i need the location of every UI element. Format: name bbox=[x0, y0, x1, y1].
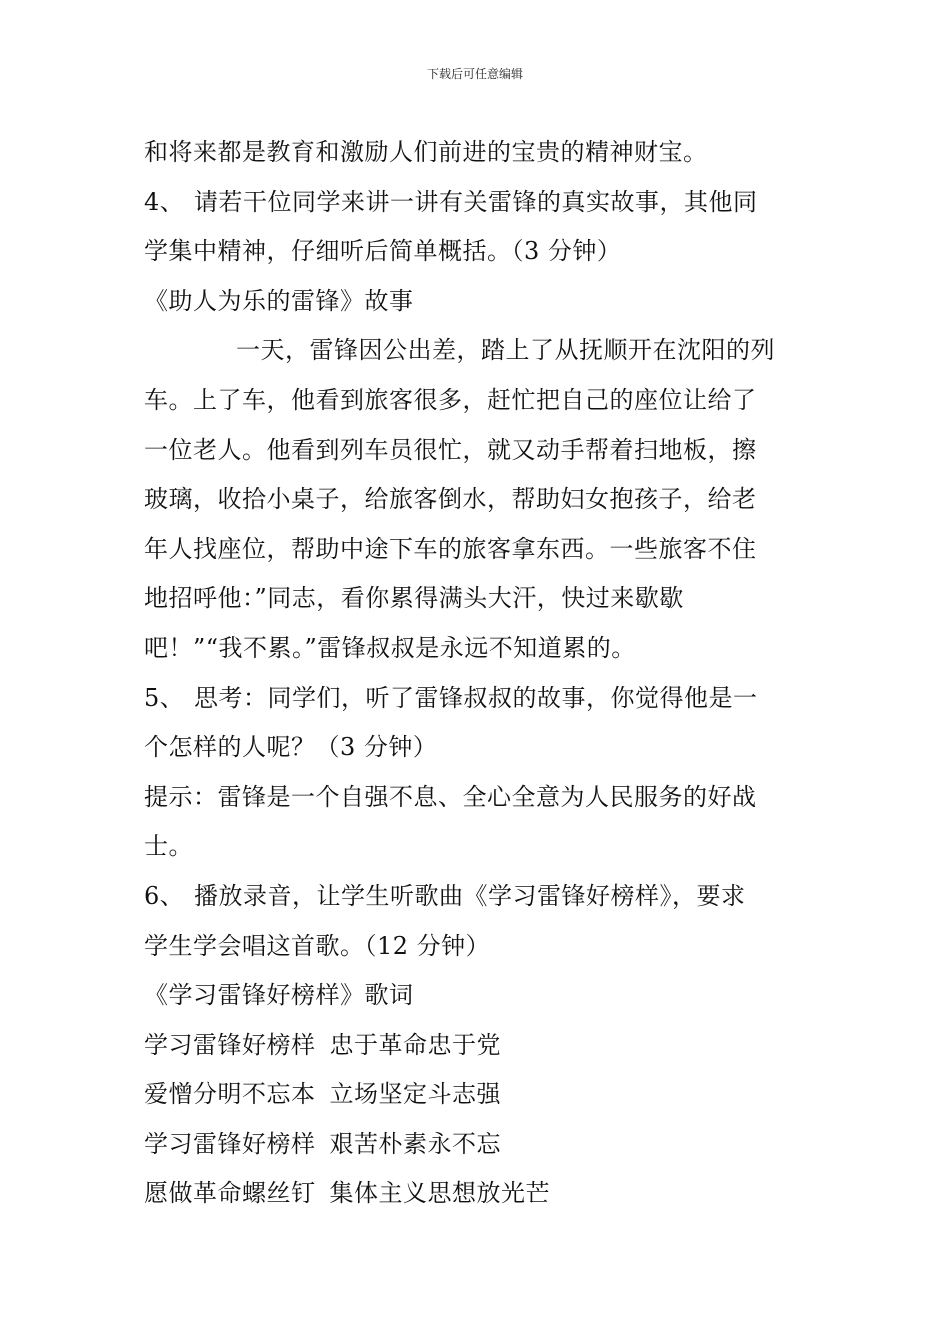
lyrics-phrase: 艰苦朴素永不忘 bbox=[329, 1129, 501, 1158]
story-line: 地招呼他：”同志，看你累得满头大汗，快过来歇歇 bbox=[144, 584, 684, 613]
story-line: 车。上了车，他看到旅客很多，赶忙把自己的座位让给了 bbox=[144, 385, 757, 414]
story-line: 一位老人。他看到列车员很忙，就又动手帮着扫地板，擦 bbox=[144, 435, 757, 464]
lyrics-phrase: 忠于革命忠于党 bbox=[329, 1030, 501, 1059]
numbered-item-4 bbox=[144, 178, 824, 228]
story-line: 年人找座位，帮助中途下车的旅客拿东西。一些旅客不住 bbox=[144, 534, 757, 563]
text-line: 士。 bbox=[144, 832, 193, 861]
lyrics-phrase: 愿做革命螺丝钉 bbox=[144, 1179, 316, 1208]
hint-line: 提示：雷锋是一个自强不息、全心全意为人民服务的好战 bbox=[144, 782, 757, 811]
lyrics-title: 《学习雷锋好榜样》歌词 bbox=[144, 981, 414, 1010]
item-text: 请若干位同学来讲一讲有关雷锋的真实故事，其他同 bbox=[194, 187, 758, 216]
numbered-item-5 bbox=[144, 674, 824, 724]
lyrics-line bbox=[144, 1120, 824, 1170]
lyrics-phrase: 学习雷锋好榜样 bbox=[144, 1129, 316, 1158]
lyrics-line bbox=[144, 1169, 824, 1219]
item-text: 思考：同学们，听了雷锋叔叔的故事，你觉得他是一 bbox=[194, 683, 758, 712]
story-title: 《助人为乐的雷锋》故事 bbox=[144, 286, 414, 315]
text-line: 和将来都是教育和激励人们前进的宝贵的精神财宝。 bbox=[144, 138, 708, 166]
lyrics-line bbox=[144, 1070, 824, 1120]
story-line: 吧！”“我不累。”雷锋叔叔是永远不知道累的。 bbox=[144, 633, 636, 662]
lyrics-phrase: 学习雷锋好榜样 bbox=[144, 1030, 316, 1059]
text-line: 学生学会唱这首歌。（12 分钟） bbox=[144, 931, 491, 960]
item-text: 播放录音，让学生听歌曲《学习雷锋好榜样》，要求 bbox=[194, 881, 746, 910]
lyrics-phrase: 立场坚定斗志强 bbox=[329, 1080, 501, 1109]
lyrics-phrase: 爱憎分明不忘本 bbox=[144, 1080, 316, 1109]
lyrics-line bbox=[144, 1021, 824, 1071]
lyrics-phrase: 集体主义思想放光芒 bbox=[329, 1179, 550, 1208]
numbered-item-6 bbox=[144, 872, 824, 922]
item-number: 6、 bbox=[144, 881, 185, 910]
text-line: 个怎样的人呢？（3 分钟） bbox=[144, 733, 438, 762]
text-line: 学集中精神，仔细听后简单概括。（3 分钟） bbox=[144, 237, 622, 266]
item-number: 4、 bbox=[144, 187, 185, 216]
item-number: 5、 bbox=[144, 683, 185, 712]
document-body bbox=[144, 128, 824, 1219]
story-line: 玻璃，收拾小桌子，给旅客倒水，帮助妇女抱孩子，给老 bbox=[144, 485, 757, 514]
page-header: 下载后可任意编辑 bbox=[426, 67, 523, 81]
story-paragraph-start: 一天，雷锋因公出差，踏上了从抚顺开在沈阳的列 bbox=[236, 336, 775, 365]
